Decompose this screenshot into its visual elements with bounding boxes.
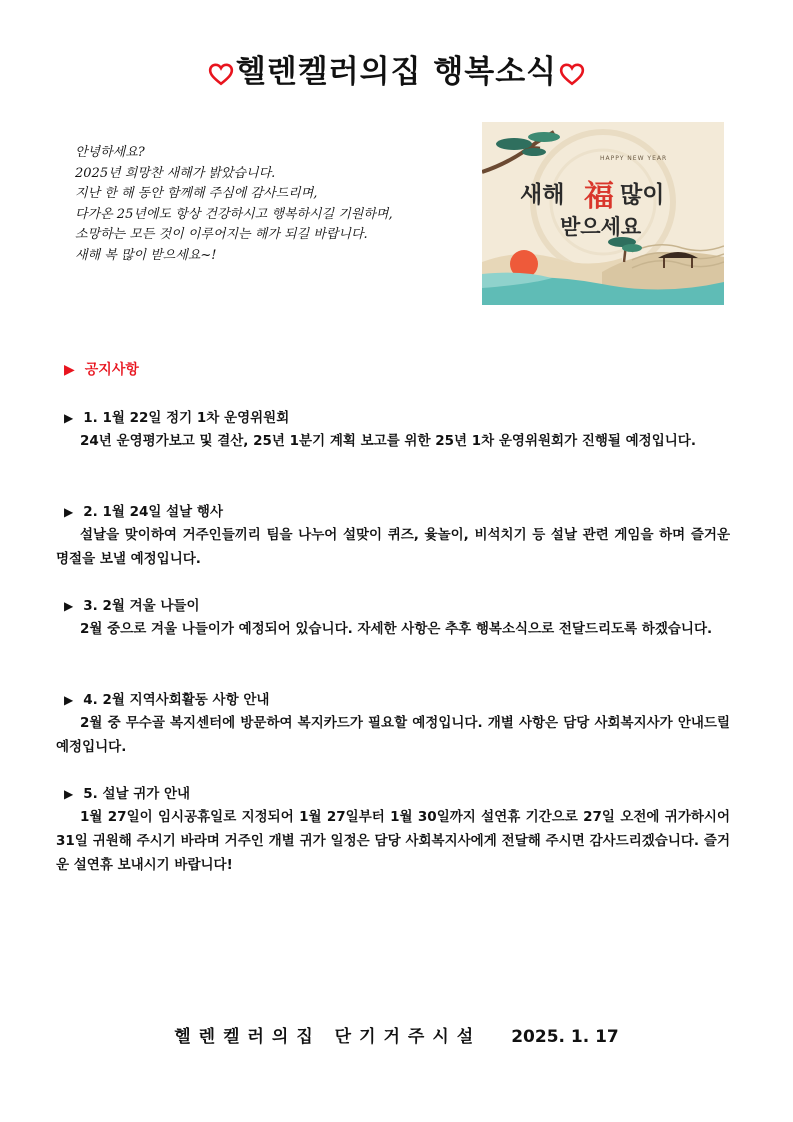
new-year-greeting-image <box>482 122 724 305</box>
image-line1b: 많이 <box>620 182 665 208</box>
triangle-bullet-icon: ▶ <box>64 505 74 519</box>
notice-item-body: 2월 중 무수골 복지센터에 방문하여 복지카드가 필요할 예정입니다. 개별 사항은 담당 사회복지사가 안내드릴 예정입니다. <box>56 715 730 755</box>
greeting-line: 2025년 희망찬 새해가 밝았습니다. <box>75 165 276 181</box>
triangle-bullet-icon: ▶ <box>64 411 74 425</box>
image-line2: 받으세요 <box>560 215 642 239</box>
notice-item-body: 24년 운영평가보고 및 결산, 25년 1분기 계획 보고를 위한 25년 1차 운영위원회가 진행될 예정입니다. <box>80 433 696 449</box>
image-fortune-char: 福 <box>584 179 614 214</box>
notice-item <box>56 690 730 759</box>
notice-heading-text: 공지사항 <box>84 362 139 378</box>
notice-item <box>64 408 730 453</box>
title-text: 헬렌켈러의집 행복소식 <box>235 54 558 90</box>
notice-heading <box>64 360 139 380</box>
footer <box>0 1024 793 1050</box>
greeting-line: 안녕하세요? <box>75 145 145 160</box>
notice-item-body: 1월 27일이 임시공휴일로 지정되어 1월 27일부터 1월 30일까지 설연휴 기간으로 27일 오전에 귀가하시어 31일 귀원해 주시기 바라며 거주인 개별 귀가 일정은 담당 사회복지사에게 전달해 주시면 감사드리겠습니다. 즐거운 설연휴 보내시기 바랍니다! <box>56 809 730 873</box>
greeting-line: 새해 복 많이 받으세요~! <box>75 247 217 263</box>
heart-icon-right <box>559 61 585 87</box>
triangle-bullet-icon: ▶ <box>64 693 74 707</box>
notice-item <box>64 596 730 641</box>
notice-item-title <box>64 784 730 805</box>
footer-date: 2025. 1. 17 <box>511 1027 619 1047</box>
page-title <box>0 50 793 94</box>
notice-item-title-text: 4. 2월 지역사회활동 사항 안내 <box>83 692 270 708</box>
notice-item-body: 설날을 맞이하여 거주인들끼리 팀을 나누어 설맞이 퀴즈, 윷놀이, 비석치기 등 설날 관련 게임을 하며 즐거운 명절을 보낼 예정입니다. <box>56 527 730 567</box>
notice-item-title <box>64 596 730 617</box>
triangle-bullet-icon: ▶ <box>64 362 75 378</box>
greeting-line: 다가온 25년에도 항상 건강하시고 행복하시길 기원하며, <box>75 206 393 222</box>
notice-item-title <box>64 502 730 523</box>
greeting-line: 소망하는 모든 것이 이루어지는 해가 되길 바랍니다. <box>75 227 368 242</box>
triangle-bullet-icon: ▶ <box>64 599 74 613</box>
footer-organization: 헬렌켈러의집 단기거주시설 <box>174 1027 482 1047</box>
notice-item-title <box>64 408 730 429</box>
image-small-text: HAPPY NEW YEAR <box>600 155 668 162</box>
image-line1a: 새해 <box>520 182 565 208</box>
notice-item-title-text: 3. 2월 겨울 나들이 <box>83 598 200 614</box>
notice-item-title <box>64 690 730 711</box>
notice-item-body: 2월 중으로 겨울 나들이가 예정되어 있습니다. 자세한 사항은 추후 행복소식으로 전달드리도록 하겠습니다. <box>80 621 713 637</box>
heart-icon-left <box>208 61 234 87</box>
greeting-line: 지난 한 해 동안 함께해 주심에 감사드리며, <box>75 186 318 201</box>
greeting-message <box>75 143 475 266</box>
notice-item-title-text: 1. 1월 22일 정기 1차 운영위원회 <box>83 410 290 426</box>
notice-item-title-text: 2. 1월 24일 설날 행사 <box>83 504 223 520</box>
notice-item <box>56 784 730 877</box>
notice-item <box>56 502 730 571</box>
notice-item-title-text: 5. 설날 귀가 안내 <box>83 786 191 802</box>
triangle-bullet-icon: ▶ <box>64 787 74 801</box>
